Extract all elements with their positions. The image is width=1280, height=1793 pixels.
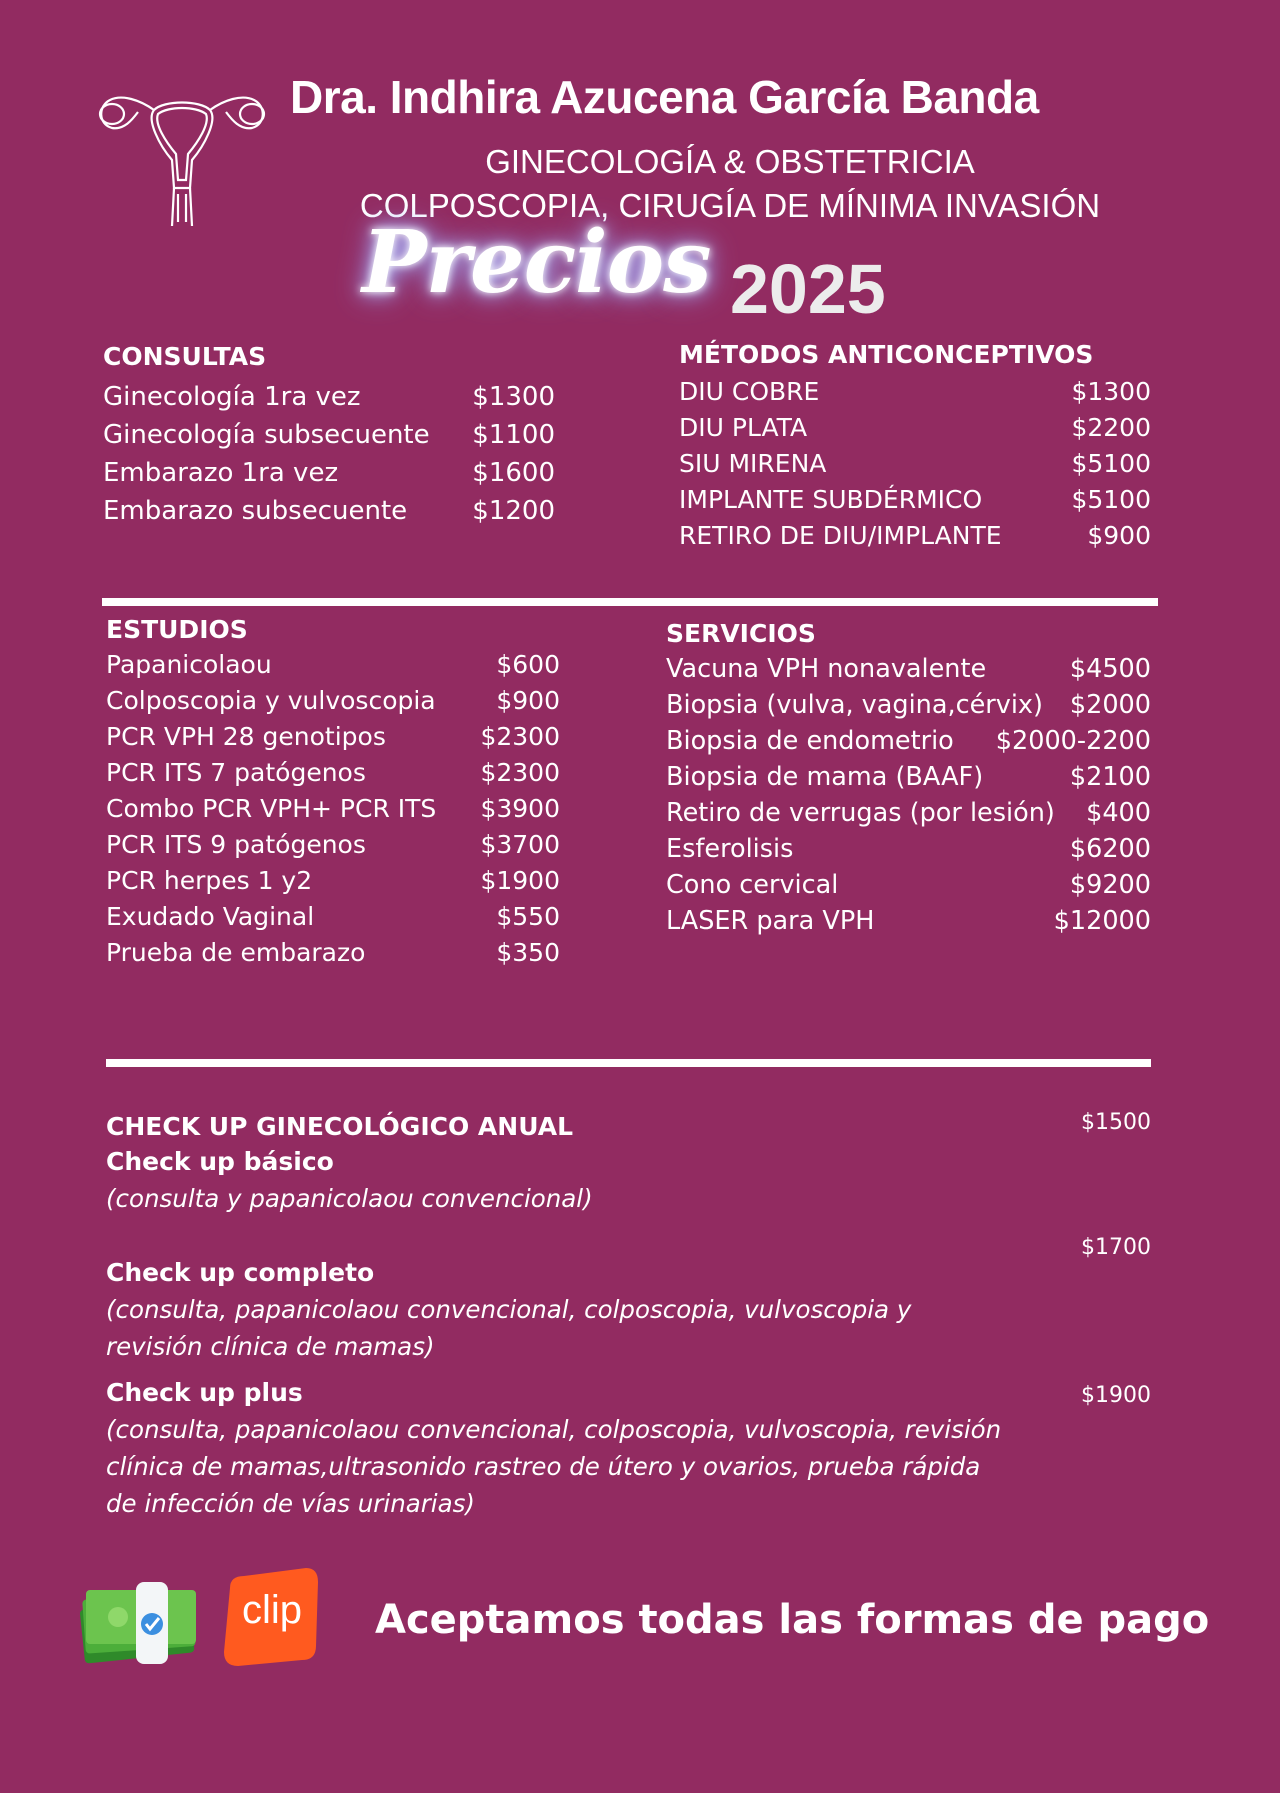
list-item — [679, 482, 1151, 518]
checkup-desc: (consulta, papanicolaou convencional, colposcopia, vulvoscopia y revisión clínica de mamas) — [106, 1295, 912, 1361]
item-label: DIU PLATA — [679, 413, 808, 442]
item-label: PCR ITS 9 patógenos — [106, 830, 366, 859]
item-price: $350 — [496, 938, 560, 967]
item-label: Exudado Vaginal — [106, 902, 315, 931]
list-item — [666, 651, 1151, 687]
item-label: Combo PCR VPH+ PCR ITS — [106, 794, 437, 823]
list-item — [666, 867, 1151, 903]
list-item — [679, 446, 1151, 482]
item-price: $1600 — [472, 458, 555, 488]
checkup-name: Check up completo — [106, 1258, 375, 1287]
estudios-section — [106, 615, 560, 971]
precios-title: Precios — [362, 212, 711, 313]
item-price: $12000 — [1053, 906, 1151, 936]
item-label: LASER para VPH — [666, 906, 875, 936]
item-price: $3900 — [480, 794, 560, 823]
servicios-title: SERVICIOS — [666, 619, 816, 648]
item-label: Biopsia de mama (BAAF) — [666, 762, 984, 792]
checkup-name: Check up básico — [106, 1147, 334, 1176]
checkup-title: CHECK UP GINECOLÓGICO ANUAL — [106, 1112, 574, 1141]
list-item — [106, 791, 560, 827]
payment-text: Aceptamos todas las formas de pago — [375, 1597, 1210, 1643]
item-label: Embarazo subsecuente — [103, 496, 408, 526]
item-label: PCR VPH 28 genotipos — [106, 722, 386, 751]
list-item — [106, 863, 560, 899]
list-item — [106, 827, 560, 863]
divider — [102, 598, 1158, 606]
consultas-section — [103, 342, 555, 530]
list-item — [666, 723, 1151, 759]
item-label: Embarazo 1ra vez — [103, 458, 339, 488]
metodos-title: MÉTODOS ANTICONCEPTIVOS — [679, 340, 1094, 369]
item-label: Vacuna VPH nonavalente — [666, 654, 987, 684]
clip-label: clip — [241, 1588, 303, 1632]
year: 2025 — [730, 250, 886, 328]
item-label: Esferolisis — [666, 834, 794, 864]
item-price: $1200 — [472, 496, 555, 526]
item-label: Retiro de verrugas (por lesión) — [666, 798, 1055, 828]
item-label: SIU MIRENA — [679, 449, 827, 478]
item-price: $1100 — [472, 420, 555, 450]
list-item — [666, 795, 1151, 831]
item-label: Biopsia (vulva, vagina,cérvix) — [666, 690, 1043, 720]
clip-logo — [220, 1568, 320, 1666]
specialty-line-1: GINECOLOGÍA & OBSTETRICIA — [485, 143, 975, 180]
checkup-section — [106, 1110, 1151, 1522]
list-item — [106, 647, 560, 683]
item-price: $2200 — [1071, 413, 1151, 442]
list-item — [103, 454, 555, 492]
divider — [106, 1059, 1151, 1067]
consultas-title: CONSULTAS — [103, 342, 267, 371]
item-price: $400 — [1086, 798, 1151, 828]
item-label: RETIRO DE DIU/IMPLANTE — [679, 521, 1002, 550]
money-check-icon — [78, 1580, 200, 1666]
checkup-price: $1700 — [1081, 1235, 1151, 1260]
checkup-desc: (consulta y papanicolaou convencional) — [106, 1184, 593, 1213]
item-price: $4500 — [1069, 654, 1151, 684]
item-price: $900 — [496, 686, 560, 715]
item-label: DIU COBRE — [679, 377, 820, 406]
item-price: $3700 — [480, 830, 560, 859]
specialty-line-2: COLPOSCOPIA, CIRUGÍA DE MÍNIMA INVASIÓN — [359, 187, 1101, 224]
list-item — [679, 374, 1151, 410]
item-price: $900 — [1087, 521, 1151, 550]
item-price: $600 — [496, 650, 560, 679]
item-price: $2100 — [1069, 762, 1151, 792]
item-label: Cono cervical — [666, 870, 839, 900]
list-item — [106, 899, 560, 935]
item-label: Biopsia de endometrio — [666, 726, 954, 756]
checkup-price: $1900 — [1081, 1383, 1151, 1408]
item-label: Prueba de embarazo — [106, 938, 366, 967]
estudios-title: ESTUDIOS — [106, 615, 248, 644]
list-item — [679, 410, 1151, 446]
item-price: $1300 — [472, 382, 555, 412]
list-item — [106, 935, 560, 971]
item-price: $1900 — [480, 866, 560, 895]
list-item — [666, 831, 1151, 867]
list-item — [103, 492, 555, 530]
item-price: $2300 — [480, 722, 560, 751]
item-label: Ginecología 1ra vez — [103, 382, 361, 412]
checkup-desc: (consulta, papanicolaou convencional, colposcopia, vulvoscopia, revisión clínica de mamas,ultrasonido rastreo de útero y ovarios, prueba rápida de infección de vías urinarias) — [106, 1415, 1002, 1518]
list-item — [666, 759, 1151, 795]
checkup-price: $1500 — [1081, 1110, 1151, 1135]
list-item — [666, 687, 1151, 723]
item-price: $2000-2200 — [995, 726, 1151, 756]
checkup-item — [106, 1375, 1151, 1522]
item-label: PCR ITS 7 patógenos — [106, 758, 366, 787]
list-item — [679, 518, 1151, 554]
checkup-item — [106, 1235, 1151, 1365]
item-price: $2000 — [1069, 690, 1151, 720]
servicios-section — [666, 619, 1151, 939]
list-item — [106, 683, 560, 719]
list-item — [103, 416, 555, 454]
list-item — [103, 378, 555, 416]
list-item — [666, 903, 1151, 939]
item-label: Ginecología subsecuente — [103, 420, 430, 450]
list-item — [106, 719, 560, 755]
doctor-name: Dra. Indhira Azucena García Banda — [290, 71, 1039, 123]
metodos-section — [679, 340, 1151, 554]
item-price: $2300 — [480, 758, 560, 787]
item-label: PCR herpes 1 y2 — [106, 866, 313, 895]
item-price: $550 — [496, 902, 560, 931]
checkup-name: Check up plus — [106, 1378, 303, 1407]
item-price: $9200 — [1069, 870, 1151, 900]
item-price: $5100 — [1071, 449, 1151, 478]
uterus-icon — [92, 76, 272, 228]
item-label: Papanicolaou — [106, 650, 272, 679]
list-item — [106, 755, 560, 791]
item-price: $5100 — [1071, 485, 1151, 514]
item-price: $1300 — [1071, 377, 1151, 406]
item-label: Colposcopia y vulvoscopia — [106, 686, 436, 715]
item-price: $6200 — [1069, 834, 1151, 864]
item-label: IMPLANTE SUBDÉRMICO — [679, 485, 983, 514]
